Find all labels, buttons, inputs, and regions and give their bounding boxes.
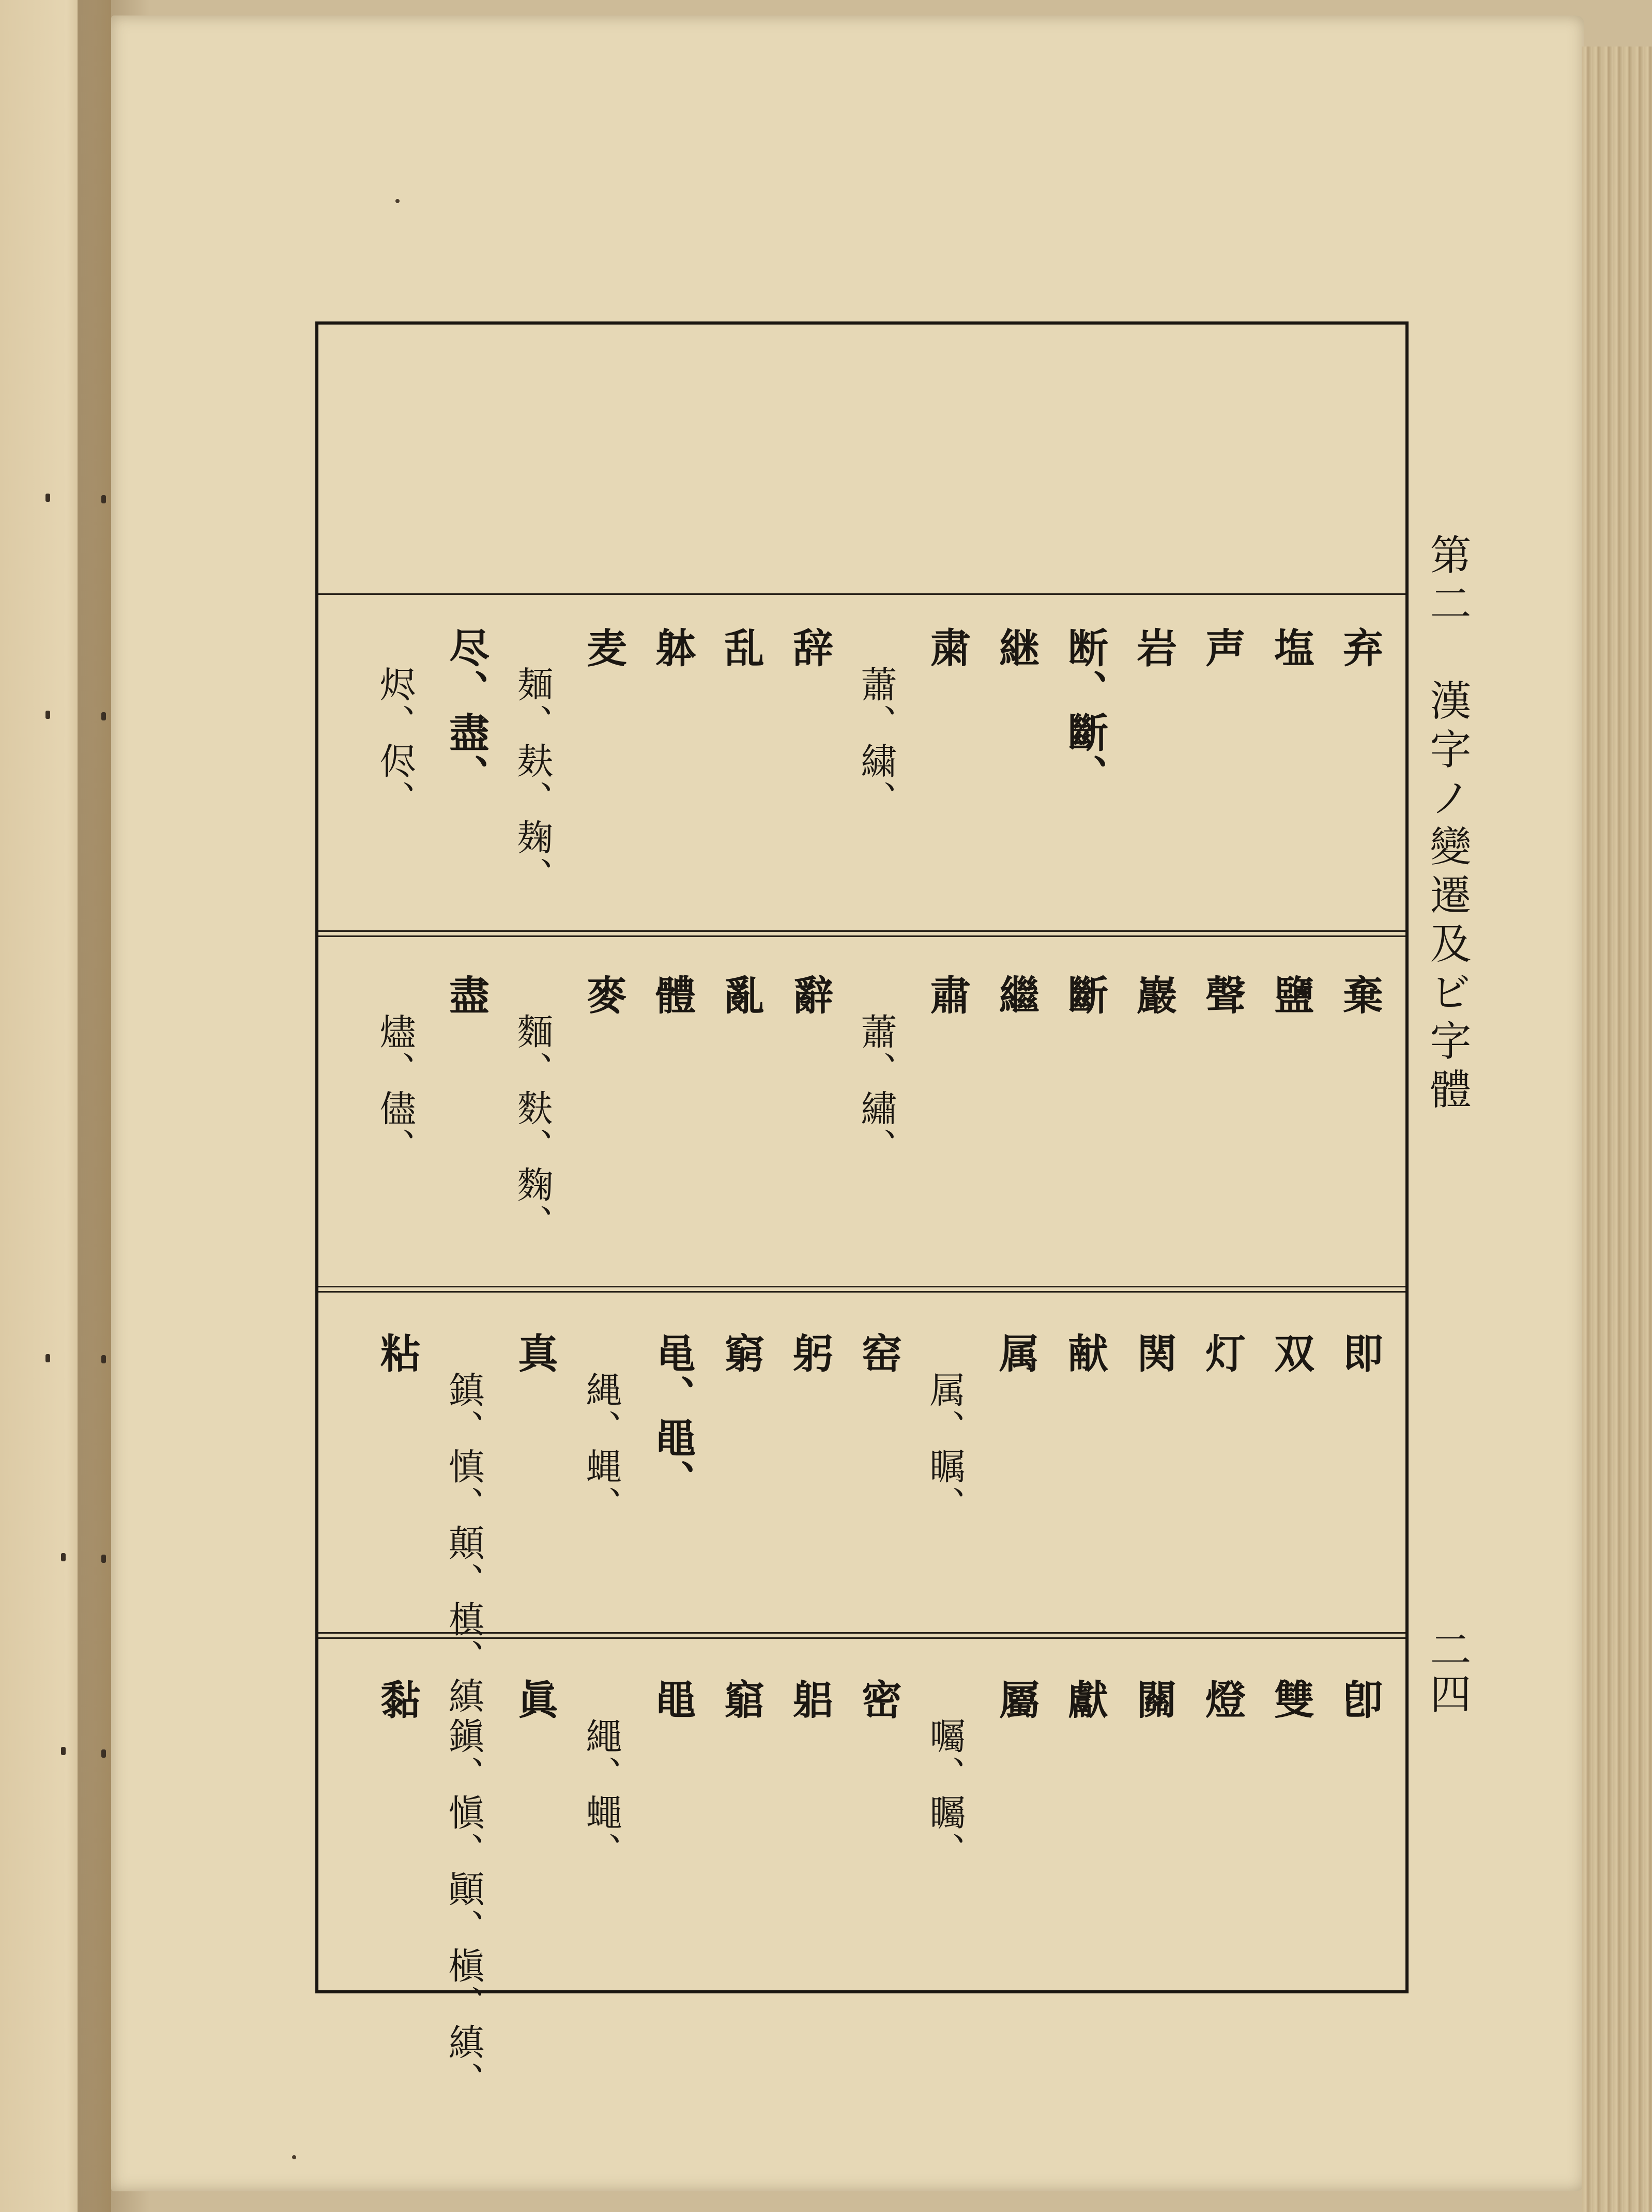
character-entry: 辭: [786, 974, 833, 1017]
character-entry: 棄: [1336, 974, 1383, 1017]
page-number: 二四: [1423, 1628, 1471, 1717]
character-entry: 蕭、繍、: [855, 666, 897, 819]
character-entry: 斷: [1061, 974, 1108, 1017]
character-entry: 聲: [1199, 974, 1246, 1017]
binding-hole: [101, 1555, 106, 1563]
binding-hole: [101, 1355, 106, 1363]
row-traditional-1: [318, 974, 1405, 1279]
character-entry: 麦: [580, 627, 627, 669]
character-entry: 眞: [511, 1679, 558, 1721]
character-entry: 塩: [1267, 627, 1314, 669]
character-entry: 辞: [786, 627, 833, 669]
character-entry: 雙: [1267, 1679, 1314, 1721]
character-entry: 卽: [1336, 1679, 1383, 1721]
character-entry: 巖: [1130, 974, 1177, 1017]
binding-hole: [45, 711, 50, 719]
character-entry: 盡: [442, 974, 490, 1017]
character-entry: 即: [1336, 1332, 1383, 1375]
binding-hole: [101, 712, 106, 720]
row-simplified-1: [318, 627, 1405, 927]
character-entry: 黾、黽、: [649, 1332, 696, 1502]
character-entry: 窮: [717, 1332, 764, 1375]
ink-speck: [395, 199, 400, 203]
character-entry: 烬、侭、: [374, 666, 416, 819]
character-entry: 粛: [924, 627, 971, 669]
character-entry: 粘: [374, 1332, 421, 1375]
character-entry: 關: [1130, 1679, 1177, 1721]
character-entry: 声: [1199, 627, 1246, 669]
character-entry: 肅: [924, 974, 971, 1017]
character-entry: 獻: [1061, 1679, 1108, 1721]
character-entry: 蕭、繡、: [855, 1013, 897, 1166]
character-entry: 窑: [855, 1332, 902, 1375]
ink-speck: [292, 2155, 296, 2159]
row-divider: [318, 930, 1405, 932]
character-entry: 亂: [717, 974, 764, 1017]
binding-hole: [101, 1749, 106, 1758]
character-entry: 黽: [649, 1679, 696, 1721]
row-simplified-2: [318, 1332, 1405, 1715]
character-entry: 燼、儘、: [374, 1013, 416, 1166]
character-entry: 躬: [786, 1332, 833, 1375]
character-entry: 弃: [1336, 627, 1383, 669]
character-entry: 鎭、愼、顚、槇、縝、: [442, 1717, 485, 2100]
character-entry: 囑、矚、: [924, 1717, 966, 1870]
character-entry: 乱: [717, 627, 764, 669]
character-entry: 麺、麸、麹、: [511, 666, 554, 895]
character-entry: 双: [1267, 1332, 1314, 1375]
binding-hole: [61, 1747, 66, 1755]
character-entry: 属、瞩、: [924, 1371, 966, 1524]
character-entry: 尽、盡、: [442, 627, 490, 796]
character-entry: 躳: [786, 1679, 833, 1721]
character-entry: 繩、蠅、: [580, 1717, 622, 1870]
character-entry: 献: [1061, 1332, 1108, 1375]
character-entry: 属: [992, 1332, 1039, 1375]
character-entry: 燈: [1199, 1679, 1246, 1721]
running-title: 第二 漢字ノ變遷及ビ字體: [1423, 533, 1471, 1116]
character-entry: 鹽: [1267, 974, 1314, 1017]
binding-hole: [61, 1553, 66, 1561]
character-entry: 竆: [717, 1679, 764, 1721]
character-entry: 継: [992, 627, 1039, 669]
page-edges: [1582, 47, 1652, 2212]
character-table: [315, 321, 1409, 2100]
row-divider: [318, 1286, 1405, 1287]
character-entry: 躰: [649, 627, 696, 669]
character-entry: 麥: [580, 974, 627, 1017]
character-entry: 断、斷、: [1061, 627, 1108, 796]
row-divider: [318, 593, 1405, 595]
character-entry: 黏: [374, 1679, 421, 1721]
binding-hole: [45, 494, 50, 502]
character-entry: 屬: [992, 1679, 1039, 1721]
character-entry: 密: [855, 1679, 902, 1721]
character-entry: 鎮、慎、顛、槙、縝: [442, 1371, 485, 1715]
character-entry: 麵、麩、麴、: [511, 1013, 554, 1242]
character-entry: 灯: [1199, 1332, 1246, 1375]
row-traditional-2: [318, 1679, 1405, 2100]
character-entry: 岩: [1130, 627, 1177, 669]
binding-hole: [45, 1354, 50, 1362]
binding-hole: [101, 495, 106, 503]
character-entry: 縄、蝿、: [580, 1371, 622, 1524]
character-entry: 體: [649, 974, 696, 1017]
character-entry: 関: [1130, 1332, 1177, 1375]
character-entry: 真: [511, 1332, 558, 1375]
character-entry: 繼: [992, 974, 1039, 1017]
